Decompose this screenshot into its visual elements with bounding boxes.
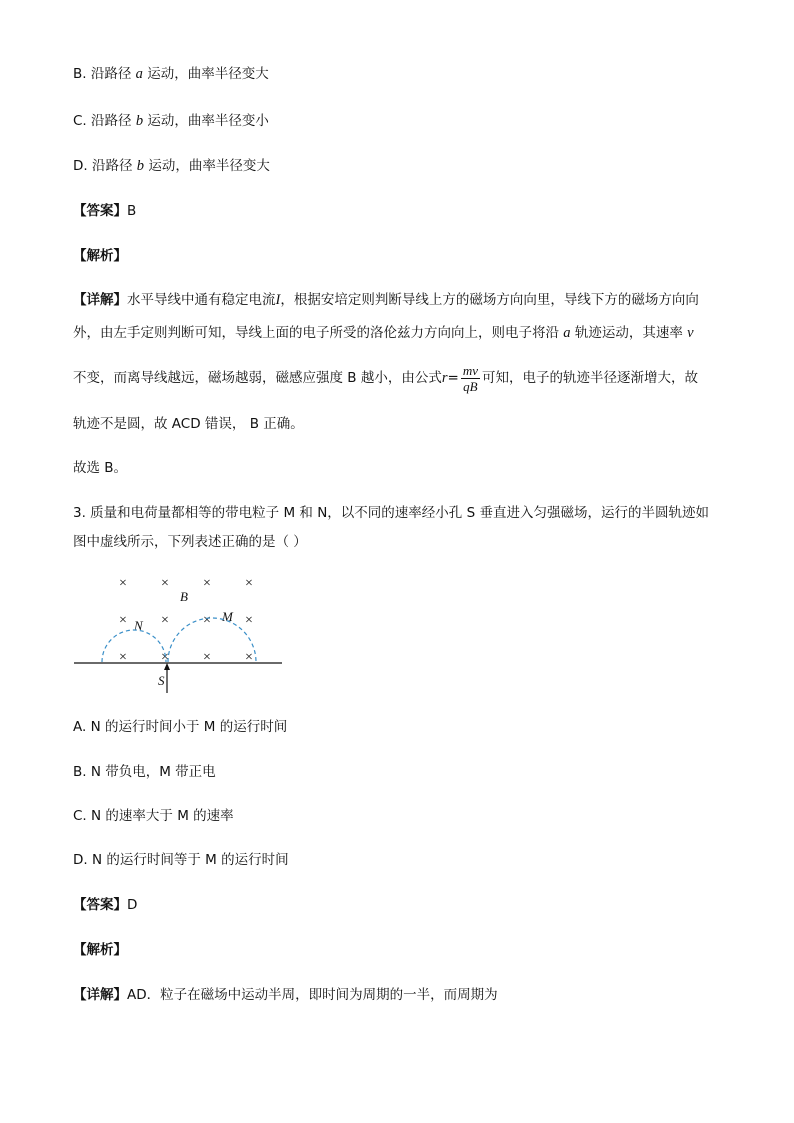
formula-fraction: [461, 363, 480, 394]
cross-mark: ×: [203, 576, 211, 591]
label-n: N: [134, 618, 143, 633]
option-d-text: 运动，曲率半径变大: [148, 158, 270, 174]
label-m: M: [222, 609, 233, 624]
option-c-text: 运动，曲率半径变小: [147, 113, 269, 129]
cross-mark: ×: [119, 650, 127, 665]
option-b-var: a: [135, 66, 143, 82]
detail-3-text: AD．粒子在磁场中运动半周，即时间为周期的一半，而周期为: [127, 987, 498, 1003]
answer-1-value: B: [127, 203, 137, 219]
magnetic-field-figure: [70, 568, 290, 698]
answer-1: [73, 201, 136, 221]
analysis-1-heading: 【解析】: [73, 248, 127, 264]
analysis-3-heading: 【解析】: [73, 942, 127, 958]
cross-mark: ×: [245, 613, 253, 628]
detail-1-text-a: 水平导线中通有稳定电流: [127, 292, 276, 308]
answer-1-tag: 【答案】: [73, 203, 127, 219]
detail-1-line-1: [73, 290, 699, 310]
option-b-text: 运动，曲率半径变大: [147, 66, 269, 82]
option-d-prefix: D. 沿路径: [73, 158, 133, 174]
answer-3-tag: 【答案】: [73, 897, 127, 913]
detail-1-line-2-b: 轨迹运动，其速率: [574, 325, 683, 341]
question-3-line-2: 图中虚线所示，下列表述正确的是（ ）: [73, 534, 307, 550]
option-c-var: b: [135, 113, 144, 129]
cross-mark: ×: [161, 576, 169, 591]
detail-3-tag: 【详解】: [73, 987, 127, 1003]
detail-1-text-b: ，根据安培定则判断导线上方的磁场方向向里，导线下方的磁场方向向: [280, 292, 699, 308]
detail-3: [73, 985, 498, 1005]
detail-1-line-2-var: a: [563, 325, 571, 341]
cross-mark: ×: [203, 650, 211, 665]
cross-mark: ×: [119, 576, 127, 591]
option-d: [73, 156, 270, 176]
answer-3-value: D: [127, 897, 138, 913]
detail-1-line-3-b: 可知，电子的轨迹半径逐渐增大，故: [481, 370, 698, 386]
formula-equals: =: [447, 370, 459, 386]
detail-1-line-4: 轨迹不是圆，故 ACD 错误， B 正确。: [73, 416, 304, 432]
q3-option-c: C. N 的速率大于 M 的速率: [73, 808, 234, 824]
answer-3: [73, 895, 137, 915]
detail-1-line-3-a: 不变，而离导线越远，磁场越弱，磁感应强度 B 越小，由公式: [73, 370, 442, 386]
formula-denominator: qB: [463, 378, 478, 394]
option-b: [73, 64, 269, 84]
option-c: [73, 111, 269, 131]
trajectory-n: [102, 630, 166, 662]
detail-1-line-3: [73, 360, 698, 396]
choose-1: 故选 B。: [73, 460, 128, 476]
detail-1-var-i: I: [275, 292, 281, 308]
cross-mark: ×: [161, 650, 169, 665]
cross-mark: ×: [119, 613, 127, 628]
formula-r: r: [441, 370, 448, 386]
cross-mark: ×: [245, 576, 253, 591]
question-3-line-1: 3. 质量和电荷量都相等的带电粒子 M 和 N，以不同的速率经小孔 S 垂直进入匀强磁场，运行的半圆轨迹如: [73, 505, 709, 521]
q3-option-d: D. N 的运行时间等于 M 的运行时间: [73, 852, 289, 868]
formula-numerator: mv: [462, 362, 478, 378]
option-c-prefix: C. 沿路径: [73, 113, 132, 129]
label-b: B: [180, 589, 188, 604]
detail-1-line-2-v: v: [687, 325, 694, 341]
option-b-prefix: B. 沿路径: [73, 66, 132, 82]
cross-mark: ×: [161, 613, 169, 628]
q3-option-b: B. N 带负电，M 带正电: [73, 764, 216, 780]
trajectory-m: [168, 618, 256, 662]
cross-mark: ×: [203, 613, 211, 628]
detail-1-line-2: [73, 323, 694, 343]
detail-1-line-2-a: 外，由左手定则判断可知，导线上面的电子所受的洛伦兹力方向向上，则电子将沿: [73, 325, 559, 341]
detail-1-tag: 【详解】: [73, 292, 127, 308]
option-d-var: b: [136, 158, 145, 174]
cross-mark: ×: [245, 650, 253, 665]
label-s: S: [158, 673, 165, 688]
q3-option-a: A. N 的运行时间小于 M 的运行时间: [73, 719, 288, 735]
